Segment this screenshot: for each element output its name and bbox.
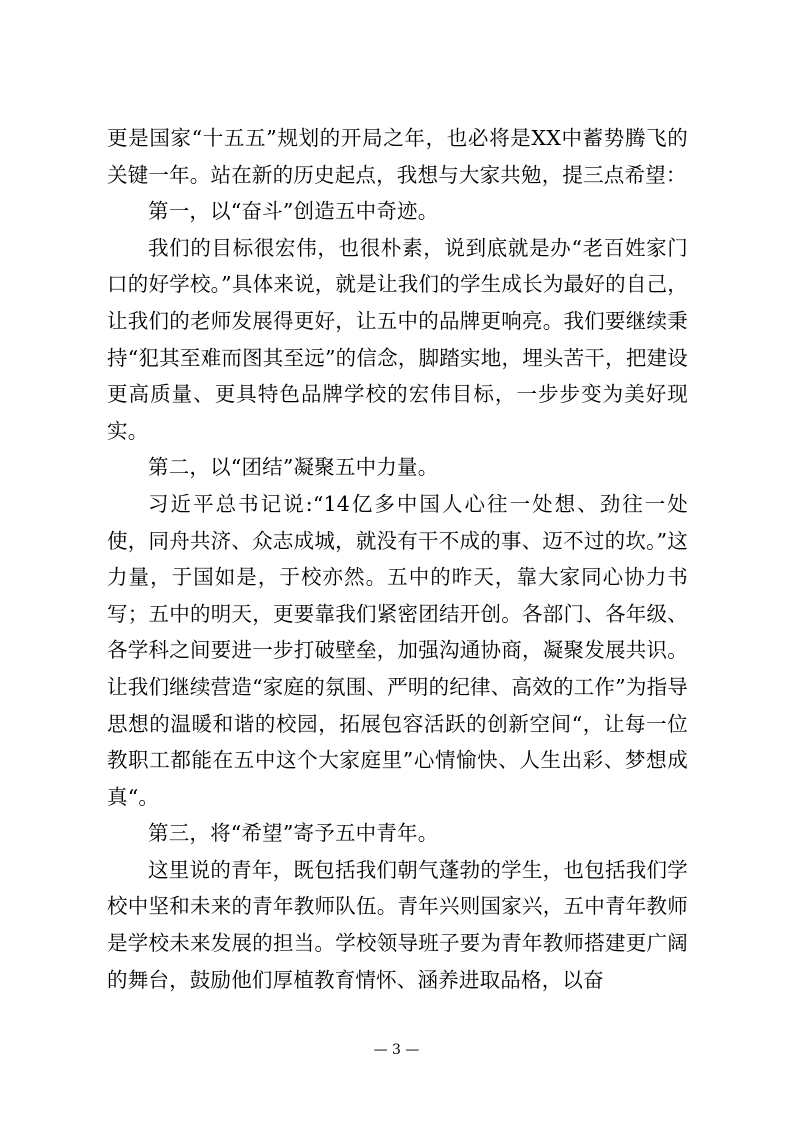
heading-point-two: 第二，以“团结”凝聚五中力量。 [148,455,439,480]
paragraph-point-one: 我们的目标很宏伟，也很朴素，说到底就是办“老百姓家门口的好学校。”具体来说，就是让我们的学生成长为最好的自己，让我们的老师发展得更好，让五中的品牌更响亮。我们要继续秉持“犯其至难而图其至远”的信念，脚踏实地，埋头苦干，把建设更高质量、更具特色品牌学校的宏伟目标，一步步变为美好现实。 [107,235,688,443]
page-number: — 3 — [373,1042,420,1058]
heading-point-one: 第一，以“奋斗”创造五中奇迹。 [148,199,439,224]
document-body [107,120,688,998]
paragraph-point-two: 习近平总书记说:“14亿多中国人心往一处想、劲往一处使，同舟共济、众志成城，就没有干不成的事、迈不过的坎。”这力量，于国如是，于校亦然。五中的昨天，靠大家同心协力书写；五中的明天，更要靠我们紧密团结开创。各部门、各年级、各学科之间要进一步打破壁垒，加强沟通协商，凝聚发展共识。让我们继续营造“家庭的氛围、严明的纪律、高效的工作”为指导思想的温暖和谐的校园，拓展包容活跃的创新空间“，让每一位教职工都能在五中这个大家庭里”心情愉快、人生出彩、梦想成真“。 [107,491,688,809]
heading-point-three: 第三，将“希望”寄予五中青年。 [148,821,439,846]
paragraph-continuation: 更是国家“十五五”规划的开局之年，也必将是XX中蓄势腾飞的关键一年。站在新的历史起点，我想与大家共勉，提三点希望： [107,126,688,187]
paragraph-point-three: 这里说的青年，既包括我们朝气蓬勃的学生，也包括我们学校中坚和未来的青年教师队伍。青年兴则国家兴，五中青年教师是学校未来发展的担当。学校领导班子要为青年教师搭建更广阔的舞台，鼓励他们厚植教育情怀、涵养进取品格，以奋 [107,857,688,992]
